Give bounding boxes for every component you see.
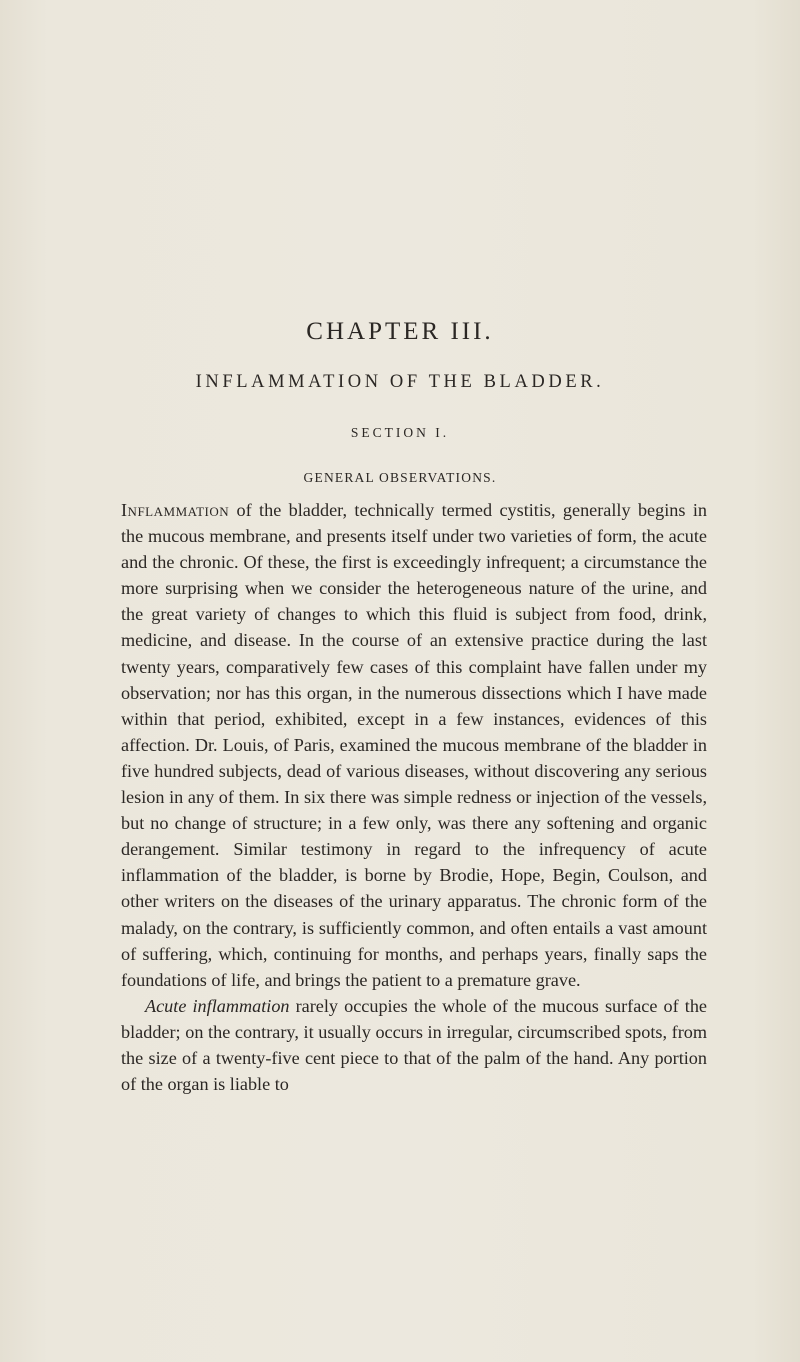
paragraph-2-text: rarely occupies the whole of the mucous surface of the bladder; on the contrary, it usually occurs in irregular, circumscribed spots, from the size of a twenty-five cent piece to that of the palm of the hand. Any portion of the organ is liable to — [121, 995, 708, 1095]
chapter-subtitle: INFLAMMATION OF THE BLADDER. — [195, 372, 605, 392]
chapter-title: CHAPTER III. — [306, 318, 494, 345]
paragraph-2-lead: Acute inflammation — [145, 995, 290, 1016]
paragraph-1-lead: Inflammation — [121, 500, 230, 520]
body-text — [121, 497, 707, 1097]
paragraph-1 — [121, 497, 707, 993]
paragraph-1-text: of the bladder, technically termed cystitis, generally begins in the mucous membrane, and presents itself under two varieties of form, the acute and the chronic. Of these, the first is exceedingly infrequent; a circumstance the more surprising when we consider the heterogeneous nature of the urine, and the great variety of changes to which this fluid is subject from food, drink, medicine, and disease. In the course of an extensive practice during the last twenty years, comparatively few cases of this complaint have fallen under my observation; nor has this organ, in the numerous dissections which I have made within that period, exhibited, except in a few instances, evidences of this affection. Dr. Louis, of Paris, examined the mucous membrane of the bladder in five hundred subjects, dead of various diseases, without discovering any serious lesion in any of them. In six there was simple redness or injection of the vessels, but no change of structure; in a few only, was there any softening and organic derangement. Similar testimony in regard to the infrequency of acute inflammation of the bladder, is borne by Brodie, Hope, Begin, Coulson, and other writers on the diseases of the urinary apparatus. The chronic form of the malady, on the contrary, is sufficiently common, and often entails a vast amount of suffering, which, continuing for months, and perhaps years, finally saps the foundations of life, and brings the patient to a premature grave. — [121, 500, 707, 990]
section-subheading: GENERAL OBSERVATIONS. — [303, 470, 497, 485]
paragraph-2 — [121, 993, 707, 1097]
section-heading: SECTION I. — [350, 425, 450, 440]
